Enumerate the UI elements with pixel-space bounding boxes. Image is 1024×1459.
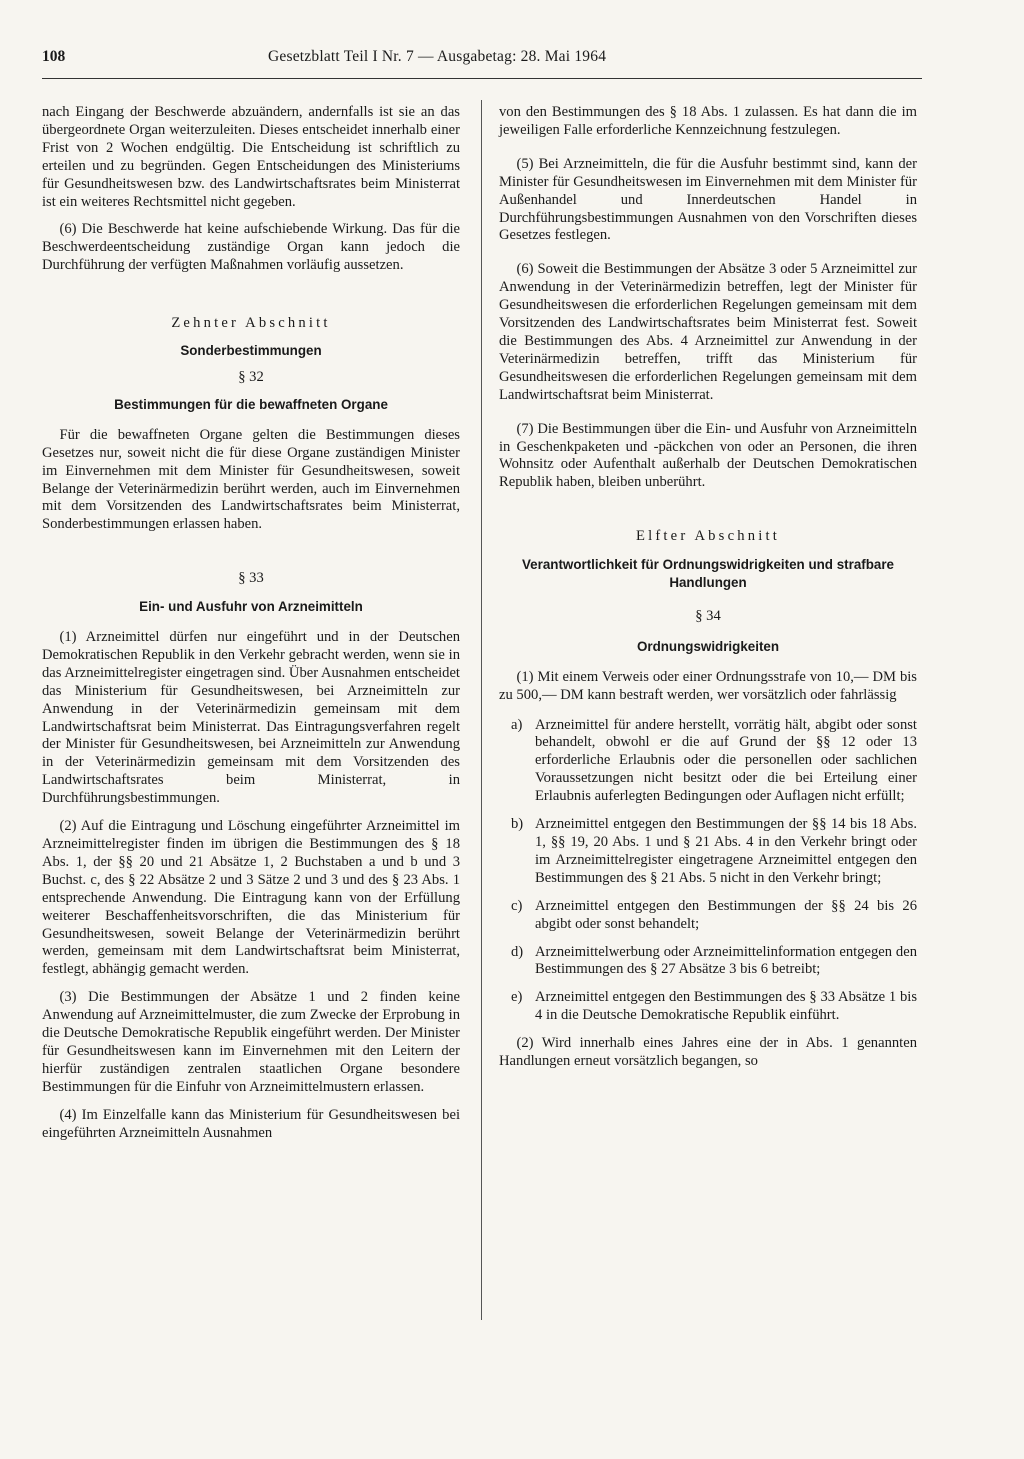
paragraph-6: (6) Die Beschwerde hat keine aufschiebende Wirkung. Das für die Beschwerdeentscheidung zuständige Organ kann jedoch die Durchführung der verfügten Maßnahmen vorläufig aussetzen. (42, 221, 460, 274)
column-divider (481, 100, 482, 1320)
paragraph-33-heading: Ein- und Ausfuhr von Arzneimitteln (139, 599, 363, 615)
paragraph-32-heading: Bestimmungen für die bewaffneten Organe (114, 396, 388, 412)
paragraph-34-heading: Ordnungswidrigkeiten (636, 638, 780, 654)
page-title: Gesetzblatt Teil I Nr. 7 — Ausgabetag: 28. Mai 1964 (268, 48, 607, 65)
list-item (511, 816, 917, 888)
paragraph-33-number: § 33 (238, 570, 264, 587)
list-item-label: c) (511, 897, 523, 914)
paragraph-33-sub-1: (1) Arzneimittel dürfen nur eingeführt und in der Deutschen Demokratischen Republik in den Verkehr gebracht werden, wenn sie in das Arzneimittelregister eingetragen sind. Über Ausnahmen entscheidet das Ministerium für Gesundheitswesen, bei Arzneimitteln zur Anwendung in der Veterinärmedizin gemeinsam mit dem Landwirtschaftsrat beim Ministerrat. Das Eintragungsverfahren regelt der Minister für Gesundheitswesen, bei Arzneimitteln zur Anwendung in der Veterinärmedizin gemeinsam mit dem Vorsitzenden des Landwirtschaftsrates beim Ministerrat, in Durchführungsbestimmungen. (42, 629, 460, 807)
section-11-title: Elfter Abschnitt (635, 528, 780, 545)
paragraph-33-sub-3: (3) Die Bestimmungen der Absätze 1 und 2 finden keine Anwendung auf Arzneimittelmuster, die zum Zwecke der Erprobung in die Deutsche Demokratische Republik eingeführt werden. Der Minister für Gesundheitswesen kann im Einvernehmen mit den Leitern der hierfür zuständigen zentralen staatlichen Organe besondere Bestimmungen für die Einfuhr von Arzneimittelmustern erlassen. (42, 989, 460, 1095)
paragraph-33-sub-6: (6) Soweit die Bestimmungen der Absätze 3 oder 5 Arzneimittel zur Anwendung in der Veterinärmedizin betreffen, legt der Minister für Gesundheitswesen die erforderlichen Regelungen gemeinsam mit dem Vorsitzenden des Landwirtschaftsrates beim Ministerrat fest. Soweit die Bestimmungen des Abs. 4 Arzneimittel zur Anwendung in der Veterinärmedizin betreffen, trifft das Ministerium für Gesundheitswesen die erforderlichen Regelungen gemeinsam mit dem Landwirtschaftsrat beim Ministerrat. (499, 261, 917, 403)
list-item-text: Arzneimittelwerbung oder Arzneimittelinformation entgegen den Bestimmungen des § 27 Absätze 3 bis 6 betreibt; (535, 943, 917, 978)
list-item-text: Arzneimittel entgegen den Bestimmungen des § 33 Absätze 1 bis 4 in die Deutsche Demokratische Republik einführt. (535, 989, 917, 1024)
paragraph-34-sub-2: (2) Wird innerhalb eines Jahres eine der in Abs. 1 genannten Handlungen erneut vorsätzlich begangen, so (499, 1035, 917, 1070)
list-item (511, 944, 917, 980)
list-item (511, 898, 917, 934)
paragraph-34-number: § 34 (695, 607, 721, 624)
list-item-text: Arzneimittel entgegen den Bestimmungen der §§ 24 bis 26 abgibt oder sonst behandelt; (535, 897, 917, 932)
list-item-text: Arzneimittel entgegen den Bestimmungen der §§ 14 bis 18 Abs. 1, §§ 19, 20 Abs. 1 und § 21 Abs. 4 in den Verkehr bringt oder im Arzneimittelregister eingetragene Arzneimittel entgegen den Bestimmungen des § 21 Abs. 5 nicht in den Verkehr bringt; (535, 816, 917, 886)
page-number: 108 (42, 48, 66, 65)
paragraph-33-sub-2: (2) Auf die Eintragung und Löschung eingeführter Arzneimittel im Arzneimittelregister finden im übrigen die Bestimmungen des § 18 Abs. 1, der §§ 20 und 21 Absätze 1, 2 Buchstaben a und b und 3 Buchst. c, des § 22 Absätze 2 und 3 Sätze 2 und 3 und des § 23 Abs. 1 entsprechende Anwendung. Die Eintragung kann von der Erfüllung weiterer Beschaffenheitsvorschriften, die das Ministerium für Gesundheitswesen, soweit Belange der Veterinärmedizin berührt werden, gemeinsam mit dem Landwirtschaftsrat beim Ministerrat, festlegt, abhängig gemacht werden. (42, 818, 460, 978)
header-rule (42, 78, 922, 79)
list-item-text: Arzneimittel für andere herstellt, vorrätig hält, abgibt oder sonst behandelt, obwohl er die auf Grund der §§ 12 oder 13 erforderliche Erlaubnis oder die personellen oder sachlichen Voraussetzungen nicht besitzt oder die bei Erteilung einer Erlaubnis auferlegten Bedingungen oder Auflagen nicht erfüllt; (535, 716, 917, 805)
list-item-label: e) (511, 989, 523, 1006)
section-10-title: Zehnter Abschnitt (171, 315, 331, 332)
right-column (499, 104, 917, 1071)
section-11-heading: Verantwortlichkeit für Ordnungswidrigkeiten und strafbare Handlungen (521, 557, 895, 591)
paragraph-continued: nach Eingang der Beschwerde abzuändern, andernfalls ist sie an das übergeordnete Organ weiterzuleiten. Dieses entscheidet innerhalb einer Frist von 2 Wochen endgültig. Die Entscheidung ist schriftlich zu erteilen und zu begründen. Gegen Entscheidungen des Ministeriums für Gesundheitswesen bzw. des Landwirtschaftsrates beim Ministerrat ist ein weiteres Rechtsmittel nicht gegeben. (42, 104, 460, 210)
section-10-heading: Sonderbestimmungen (180, 343, 322, 359)
paragraph-33-sub-5: (5) Bei Arzneimitteln, die für die Ausfuhr bestimmt sind, kann der Minister für Gesundheitswesen im Einvernehmen mit dem Minister für Außenhandel und Innerdeutschen Handel in Durchführungsbestimmungen Ausnahmen von den Vorschriften dieses Gesetzes festlegen. (499, 155, 917, 244)
list-item (511, 717, 917, 807)
paragraph-33-sub-4-continued: von den Bestimmungen des § 18 Abs. 1 zulassen. Es hat dann die im jeweiligen Falle erforderliche Kennzeichnung festzulegen. (499, 104, 917, 138)
offense-list (499, 717, 917, 1026)
list-item-label: b) (511, 816, 524, 833)
list-item-label: a) (511, 716, 523, 733)
list-item-label: d) (511, 943, 524, 960)
paragraph-33-sub-7: (7) Die Bestimmungen über die Ein- und Ausfuhr von Arzneimitteln in Geschenkpaketen und -päckchen von oder an Personen, die ihren Wohnsitz oder Aufenthalt außerhalb der Deutschen Demokratischen Republik haben, bleiben unberührt. (499, 420, 917, 491)
paragraph-32-text: Für die bewaffneten Organe gelten die Bestimmungen dieses Gesetzes nur, soweit nicht die für diese Organe zuständigen Minister im Einvernehmen mit dem Minister für Gesundheitswesen, soweit Belange der Veterinärmedizin berührt werden, auch im Einvernehmen mit dem Vorsitzenden des Landwirtschaftsrates beim Ministerrat, Sonderbestimmungen erlassen haben. (42, 426, 460, 533)
list-item (511, 989, 917, 1025)
paragraph-32-number: § 32 (238, 368, 264, 385)
paragraph-34-sub-1: (1) Mit einem Verweis oder einer Ordnungsstrafe von 10,— DM bis zu 500,— DM kann bestraft werden, wer vorsätzlich oder fahrlässig (499, 668, 917, 703)
paragraph-33-sub-4: (4) Im Einzelfalle kann das Ministerium für Gesundheitswesen bei eingeführten Arzneimitteln Ausnahmen (42, 1106, 460, 1141)
left-column (42, 104, 460, 1143)
page-header (42, 48, 922, 74)
